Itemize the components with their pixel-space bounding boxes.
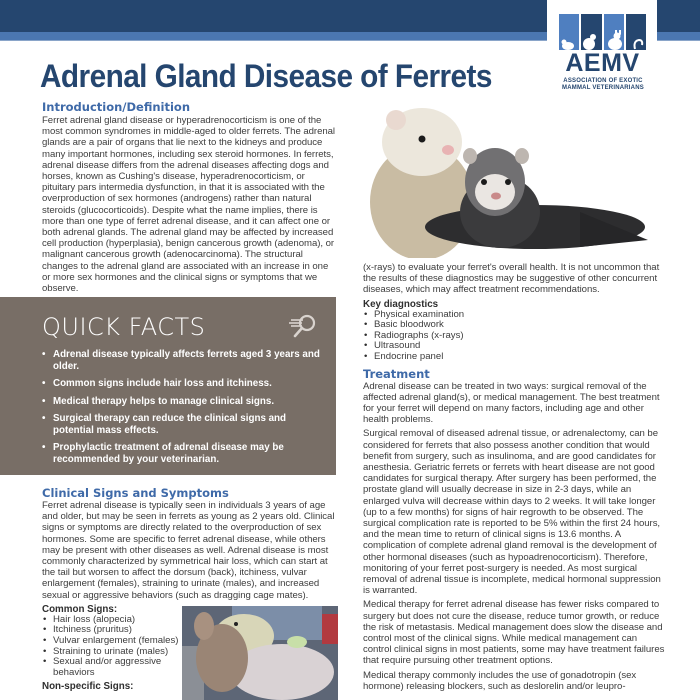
- treatment-paragraph: Adrenal disease can be treated in two ways: surgical removal of the affected adrenal gland(s), or medical management. The best treatment for your ferret will depend on many factors, including age and other health problems.: [363, 380, 660, 426]
- intro-section: [42, 101, 338, 294]
- quick-facts-list: [42, 349, 322, 471]
- list-item: • Radiographs (x-rays): [363, 331, 668, 342]
- logo-acronym: AEMV: [565, 49, 640, 77]
- nonspecific-signs-heading: Non-specific Signs:: [42, 681, 134, 693]
- clinical-heading: Clinical Signs and Symptoms: [42, 486, 229, 500]
- list-item: • Itchiness (pruritus): [42, 625, 182, 636]
- list-item: • Common signs include hair loss and itchiness.: [42, 378, 322, 390]
- list-item: • Surgical therapy can reduce the clinical signs and potential mass effects.: [42, 413, 322, 436]
- key-diagnostics-list: [363, 310, 668, 363]
- list-item: • Hair loss (alopecia): [42, 615, 182, 626]
- diagnostics-text: (x-rays) to evaluate your ferret's overall health. It is not uncommon that the results of these diagnostics may be suggestive of other concurrent diseases, which may affect treatment recommendations.: [363, 262, 660, 296]
- magnifier-speed-icon: [287, 312, 319, 340]
- common-signs-list: [42, 615, 182, 679]
- list-item: • Ultrasound: [363, 341, 668, 352]
- treatment-paragraph: Medical therapy for ferret adrenal disease has fewer risks compared to surgery but does not cure the disease, reduce tumor growth, or reduce the risk of metastasis. Medical management does slow the disease and control most of the clinical signs. While medical management can control clinical signs in most patients, some may have treatment failures that require pursuing other treatment options.: [363, 599, 665, 667]
- logo-animals-icon: [559, 30, 646, 50]
- intro-heading: Introduction/Definition: [42, 100, 191, 114]
- key-diagnostics-heading: Key diagnostics: [363, 298, 439, 310]
- treatment-heading: Treatment: [363, 366, 430, 381]
- clinical-text: Ferret adrenal disease is typically seen in individuals 3 years of age and older, but may be seen in ferrets as young as 2 years old. Clinical signs or symptoms are directly related to the overproduction of sex hormones. Some are specific to ferret adrenal disease, while others may be present with other diseases as well. Adrenal disease is most commonly characterized by symmetrical hair loss, which can start at the tail but worsen to affect the dorsum (back), itchiness, vulvar enlargement (females), straining to urinate (males), and increased sexual or aggressive behaviors (such as dragging cage mates).: [42, 500, 335, 601]
- logo-subtitle: ASSOCIATION OF EXOTIC MAMMAL VETERINARIANS: [562, 78, 644, 91]
- aemv-logo: [547, 0, 657, 96]
- list-item: • Medical therapy helps to manage clinical signs.: [42, 396, 322, 408]
- list-item: • Adrenal disease typically affects ferrets aged 3 years and older.: [42, 349, 322, 372]
- list-item: • Prophylactic treatment of adrenal disease may be recommended by your veterinarian.: [42, 442, 322, 465]
- diagnostics-treatment-column: [363, 262, 668, 695]
- two-ferrets-photo: [360, 92, 650, 258]
- quick-facts-title: QUICK FACTS: [42, 313, 206, 341]
- page-title: Adrenal Gland Disease of Ferrets: [40, 58, 492, 94]
- list-item: • Vulvar enlargement (females): [42, 636, 182, 647]
- list-item: • Straining to urinate (males): [42, 647, 182, 658]
- list-item: • Physical examination: [363, 310, 668, 321]
- quick-facts-box: [0, 297, 336, 475]
- intro-text: Ferret adrenal gland disease or hyperadrenocorticism is one of the most common syndromes in middle-aged to older ferrets. The adrenal glands are a pair of organs that lie next to the kidneys and produce many important hormones, including sex steroid hormones. In ferrets, adrenal disease differs from the adrenal diseases affecting dogs and horses, known as Cushing's disease, hyperadrenocorticism, or pituitary pars intermedia dysfunction, in that it is associated with the overproduction of sex hormones (androgens) rather than natural steroids (glucocorticoids). Despite what the name implies, there is more than one type of ferret adrenal disease, and it can affect one or both adrenal glands. The adrenal gland may be affected by increased cell production (hyperplasia), benign cancerous growth (adenoma), or malignant cancerous growth (adenocarcinoma). The structural changes to the adrenal gland are associated with an increase in one or more sex hormones and the clinical signs or symptoms that we observe.: [42, 115, 336, 295]
- ferrets-with-hair-loss-photo: [182, 606, 338, 700]
- list-item: • Sexual and/or aggressive behaviors: [42, 657, 182, 678]
- list-item: • Basic bloodwork: [363, 320, 668, 331]
- treatment-paragraph: Surgical removal of diseased adrenal tissue, or adrenalectomy, can be considered for ferrets that also possess another condition that would benefit from surgery, such as insulinoma, and are good candidates for anesthesia. Geriatric ferrets or ferrets with heart disease are not good candidates for surgical therapy. After surgery has been performed, the prostate gland will usually decrease in size in 2-3 days, while an enlarged vulva will decrease within days to 2 weeks. It will take longer (up to a few months) for signs of hair regrowth to be observed. The surgical complication rate is reported to be 5% within the first 24 hours, and the mean time to return of clinical signs is 13.6 months. A complication of complete adrenal gland removal is the development of other hormonal diseases (such as hypoadrenocorticism). Therefore, monitoring of your ferret post-surgery is needed. As most surgical removal of adrenal tissue is incomplete, medical hormonal suppression is warranted.: [363, 428, 661, 597]
- common-signs-heading: Common Signs:: [42, 603, 118, 615]
- treatment-paragraph: Medical therapy commonly includes the use of gonadotropin (sex hormone) releasing blockers, such as deslorelin and/or leupro-: [363, 669, 637, 692]
- list-item: • Endocrine panel: [363, 352, 668, 363]
